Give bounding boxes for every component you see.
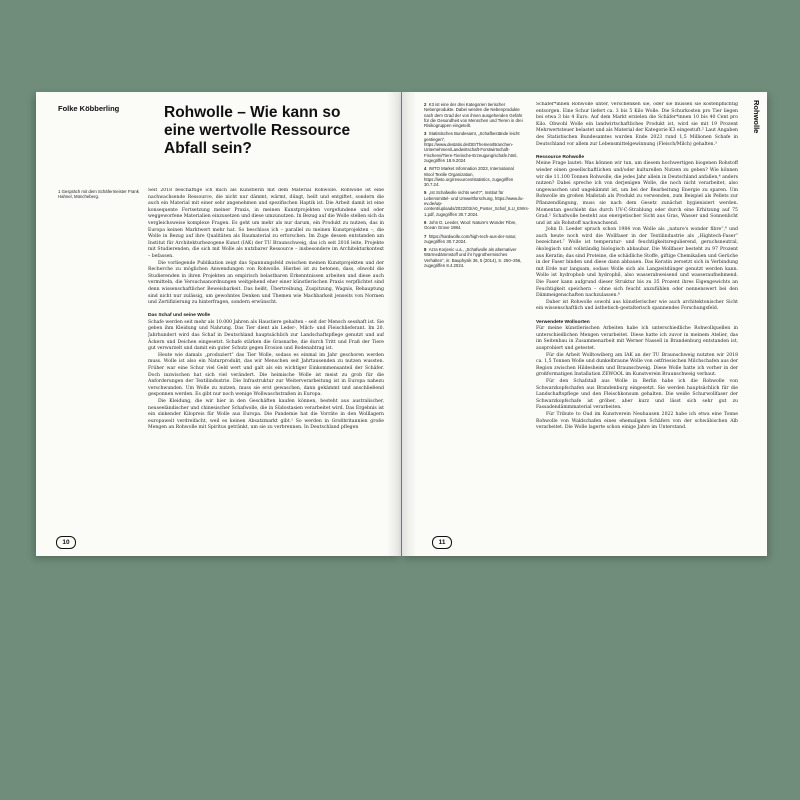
- right-body-text: [536, 102, 738, 548]
- footnote: 4 IWTO Market Information 2023, International Wool Textile Organization, https://iwto.org/resources/statistics, zugegriffen 30.7.24.: [424, 166, 514, 188]
- footnote: 8 Azra Korjenic u.a., „Schafwolle als alternativer Wärmedämmstoff und ihr hygrothermisches Verhalten“, in: Bauphysik 36, 5 (2014), S. 250–256, zugegriffen 8.4.2024.: [424, 247, 522, 269]
- paragraph: Heute wie damals „produziert“ das Tier Wolle, sodass es einmal im Jahr geschoren werden muss. Wolle ist also ein Naturprodukt, das wir Menschen seit Jahrtausenden zu nutzen wussten. Früher war eine Schur viel Geld wert und galt als ein wichtiger Einkommensanteil der Schäfer. Doch inzwischen hat sich viel verändert. Die heimische Wolle ist meist zu grob für die Anforderungen der Textilindustrie. Die Infrastruktur zur Weiterverarbeitung ist in Europa nahezu verschwunden. Um Wolle zu nutzen, muss sie erst gewaschen, dann gekämmt und anschließend gesponnen werden. Es gibt nur noch wenige Wollwaschstraßen in Europa.: [148, 352, 384, 398]
- right-page: [402, 92, 767, 556]
- left-body-text: [148, 188, 384, 528]
- paragraph: Schäfer*innen Rohwolle unter, verschenken sie, oder sie müssen sie kostenpflichtig entsorgen. Eine Schur liefert ca. 3 bis 5 Kilo Wolle. Die Schurkosten pro Tier liegen bei etwa 3 bis 4 Euro. Auf dem Markt erzielen die Schäfer*innen 10 bis 40 Cent pro Kilo. Obwohl Wolle ein landwirtschaftliches Produkt ist, wird sie mit 19 Prozent Mehrwertsteuer belastet und als Material der Kategorie K3 eingestuft.² Laut Angaben des Statistischen Bundesamtes wurden Ende 2023 rund 1,5 Millionen Schafe in Deutschland vor allem zur Lebensmittelgewinnung (Fleisch/Milch) gehalten.³: [536, 102, 738, 147]
- running-head: Rohwolle: [752, 100, 761, 134]
- paragraph: Für den Schafstall aus Wolle in Berlin habe ich die Rohwolle von Schwarzkopfschafen aus Brandenburg eingesetzt. Sie werden hauptsächlich für die Landschaftspflege und den Fleischkonsum gehalten. Die weiße Schurwollfaser der Schwarzkopfschafe ist gröber, aber kurz und lässt sich sehr gut zu Fassadendämmmaterial verarbeiten.: [536, 378, 738, 411]
- section-heading: Das Schaf und seine Wolle: [148, 313, 211, 319]
- footnotes: [424, 102, 530, 271]
- section-heading: Ressource Rohwolle: [536, 154, 585, 160]
- footnote: 5 „Ist Schafwolle nichts wert?“, Institut für Lebensmittel- und Umweltforschung, https://www.ilu-ev.de/wp-content/uploads/2022/03/A0_Poster_Schaf_ILU_EWrs-1.pdf, zugegriffen 30.7.2024.: [424, 190, 530, 217]
- paragraph: Schafe werden seit mehr als 10.000 Jahren als Haustiere gehalten – seit der Mensch sesshaft ist. Sie geben ihm Kleidung und Nahrung. Das Tier dient als Leder-, Milch- und Fleischlieferant. Im 20. Jahrhundert wird das Schaf in Deutschland hauptsächlich zur Landschaftspflege genutzt und auf Äckern und Deichen eingesetzt. Schafe stärken die Grasnarbe, die durch Tritt und Fraß der Tiere gut verwurzelt und damit ein guter Schutz gegen Erosion und Bodenabtrag ist.: [148, 319, 384, 352]
- footnote: 6 John D. Leeder, Wool: Nature's Wonder Fibre, Ocean Grove 1984.: [424, 219, 517, 231]
- footnote: 2 K3 ist eine der drei Kategorien tierischer Nebenprodukte. Dabei werden die Nebenprodukte nach dem Grad der von ihnen ausgehenden Gefahr für die Gesundheit von Menschen und Tieren in drei Risikogruppen eingeteilt.: [424, 102, 523, 129]
- footnote-1: 1 Gespräch mit dem Schäfermeister Frank Hahnel, Müncheberg.: [58, 189, 139, 200]
- page-number: 10: [56, 536, 76, 549]
- paragraph: Für meine künstlerischen Arbeiten habe ich unterschiedliche Rohwollquellen in unterschiedlichen Mengen verarbeitet. Diese hatte ich zuvor in meinem Atelier, das im Seitenbau in Zusammenarbeit mit Werner Nassell in Brandenburg entstanden ist, ausprobiert und getestet.: [536, 326, 738, 351]
- author-name: Folke Köbberling: [58, 104, 120, 113]
- gutter-shadow: [402, 92, 416, 556]
- paragraph: Daher ist Rohwolle sowohl aus künstlerischer wie auch architektonischer Sicht ein wissenschaftlich und ästhetisch-gestalterisch spannendes Forschungsfeld.: [536, 299, 738, 312]
- paragraph: Für Tribute to Oud im Kunstverein Neuhausen 2022 habe ich etwa eine Tonne Rohwolle von Waldschafen eines ehemaligen Schäfers von der schwäbischen Alb verarbeitet. Die Wolle lagerte schon einige Jahre im Unterstand.: [536, 411, 738, 431]
- paragraph: Die Kleidung, die wir hier in den Geschäften kaufen können, besteht aus australischer, neuseeländischer und chinesischer Schafwolle, die in Südostasien verarbeitet wird. Das Ergebnis ist ein sinkender Kilopreis für Wolle aus Europa. Die Pandemie hat die Vorräte in den Wolllagern europaweit verdreifacht, weil es keinen Absatzmarkt gibt.¹ So werden in Großbritannien große Mengen an Rohwolle mit Spiritus getränkt, um sie zu verbrennen. In Deutschland pflegen: [148, 399, 384, 431]
- footnote: 7 https://hardwolle.com/high-tech-aus-der-natur, zugegriffen 30.7.2024.: [424, 233, 517, 244]
- article-title: Rohwolle – Wie kann so eine wertvolle Ressource Abfall sein?: [164, 104, 351, 157]
- section-heading: Verwendete Wollsorten: [536, 319, 590, 325]
- paragraph: Die vorliegende Publikation zeigt das Spannungsfeld zwischen meinen Kunstprojekten und der Recherche zu möglichen Anwendungen von Rohwolle. Hierbei ist zu betonen, dass, obwohl die Studierenden in ihren Projekten an empirisch belastbaren Erkenntnissen arbeiten und diese auch vermitteln, die Versuchsanordnungen weitgehend eher einer künstlerischen Praxis verpflichtet sind denn wissenschaftlicher Beweisbarkeit. Das heißt, Übertreibung, Zuspitzung, Wagnis, Behauptung sind nicht nur zulässig, um gewohntes Denken und Themen wie Machbarkeit jenseits von Normen und Zertifizierung zu hinterfragen, sondern erwünscht.: [148, 260, 384, 306]
- paragraph: Meine Frage lautet: Was können wir tun, um diesem hochwertigen biogenen Rohstoff wieder einen gesellschaftlichen und/oder kulturellen Nutzen zu geben? Wie können wir die 11.100 Tonnen Rohwolle, die jedes Jahr allein in Deutschland anfallen,⁴ anders nutzen? Dabei spreche ich von derjenigen Wolle, die noch nicht verarbeitet, also ungewaschen und ungekämmt ist, um bei der Bearbeitung Energie zu sparen. Um Rohwolle im großen Maßstab als Produkt zu verwenden, zum Beispiel als Pellets zur Pflanzendüngung, muss sie nach dem Gesetz zunächst hygienisiert werden. Momentan geschieht das durch UV-C-Strahlung oder durch eine Erhitzung auf 75 Grad.⁵ Schafwolle besteht aus energetischer Sicht aus Gras, Wasser und Sonnenlicht und ist als Rohstoff nachwachsend.: [536, 161, 738, 226]
- footnote: 3 Statistisches Bundesamt, „Schafbestände leicht gestiegen“, https://www.destatis.de/DE/Themen/Branchen-Unternehmen/Landwirtschaft-Forstwirtschaft-Fischerei/Tiere-Tierische-Erzeugung/schafe.html, zugegriffen 18.9.2024: [424, 131, 520, 163]
- paragraph: Für die Arbeit Wolltowiberg am IAK an der TU Braunschweig nutzten wir 2018 ca. 1,5 Tonnen Wolle und dunkelbraune Wolle von ostfriesischen Milchschafen aus der Region zwischen Hildesheim und Braunschweig. Diese Wolle hatte ich vorher in der großformatigen Installation ZEWOOL im Kunstverein Braunschweig verbaut.: [536, 352, 738, 378]
- paragraph: Seit 2018 beschäftige ich mich als Künstlerin mit dem Material Rohwolle. Rohwolle ist eine nachwachsende Ressource, die nicht nur dämmt, wärmt, düngt, heilt und entgiftet, sondern die auch ein Material mit einer sehr angenehmen und spezifischen Haptik ist. Die Arbeit damit ist eine konsequente Fortsetzung meiner Praxis, in meinen Kunstprojekten vorgefundene und oder weggeworfene Materialien einzusetzen und diese umzunutzen. In Bezug auf die Wolle stellen sich da vergleichsweise komplexe Fragen. Es geht um mehr als nur darum, ein Produkt zu nutzen, das in Europa keinen Marktwert mehr hat. So beschloss ich – parallel zu meinen Kunstprojekten –, die Wolle in Bezug auf ihre Qualitäten als Baumaterial zu erforschen. Im Zuge dessen entstanden am Institut für Architekturbezogene Kunst (IAK) der TU Braunschweig, das ich seit 2016 leite, Projekte mit Studierenden, die sich mit Wolle als nutzbarer Ressource – insbesondere im Architekturkontext – befassen.: [148, 188, 384, 259]
- gutter-shadow: [387, 92, 401, 556]
- paragraph: John D. Leeder sprach schon 1984 von Wolle als „nature's wonder fibre“,⁶ und auch heute noch wird die Wollfaser in der Textilindustrie als „Hightech-Faser“ bezeichnet.⁷ Wolle ist temperatur- und feuchtigkeitsregulierend, geruchsneutral, ökologisch und vollständig biologisch abbaubar. Die Wollfaser besteht zu 97 Prozent aus Keratin; das sind Proteine, die schädliche Stoffe, giftige Chemikalien und Gerüche in der Faser binden und diese dann abbauen. Das Keratin zersetzt sich in Verbindung mit Erde nur langsam, sodass Wolle sich als Langzeitdünger genutzt werden kann. Wolle ist hydrophob und hydrophil, also wasserabweisend und wasseraufnehmend. Die Faser kann aufgrund dieser Struktur bis zu 35 Prozent ihres Eigengewichts an Feuchtigkeit speichern – ohne sich feucht anzufühlen oder nennenswert bei den Dämmeigenschaften nachzulassen.⁸: [536, 227, 738, 299]
- page-number: 11: [432, 536, 452, 549]
- left-page: [36, 92, 401, 556]
